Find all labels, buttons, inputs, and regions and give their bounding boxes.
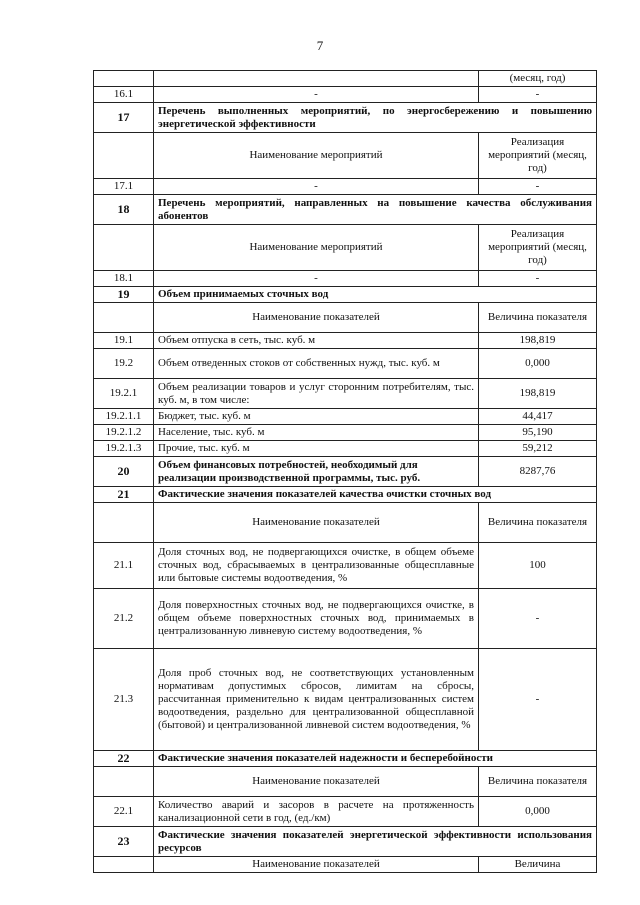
cell-value: - (479, 271, 597, 287)
cell-value: 198,819 (479, 379, 597, 409)
table-row (94, 379, 597, 409)
cell-number: 16.1 (94, 87, 154, 103)
column-header: Наименование мероприятий (154, 133, 479, 179)
column-header: Реализация мероприятий (месяц, год) (479, 225, 597, 271)
cell-number: 19.2.1.3 (94, 441, 154, 457)
cell-number: 19.2 (94, 349, 154, 379)
cell-number: 19.2.1 (94, 379, 154, 409)
cell-value: - (479, 649, 597, 751)
header-row (94, 857, 597, 873)
table-row (94, 441, 597, 457)
table-row (94, 271, 597, 287)
program-table (93, 70, 597, 873)
table-row (94, 179, 597, 195)
table-row (94, 543, 597, 589)
column-header: Величина показателя (479, 767, 597, 797)
page-number: 7 (316, 38, 324, 53)
section-number: 19 (94, 287, 154, 303)
cell-name: Объем отведенных стоков от собственных нужд, тыс. куб. м (154, 349, 479, 379)
cell-number: 17.1 (94, 179, 154, 195)
cell-number: 21.2 (94, 589, 154, 649)
cell-name: Доля поверхностных сточных вод, не подвергающихся очистке, в общем объеме поверхностных сточных вод, принимаемых в централизованную ливневую систему водоотведения, % (154, 589, 479, 649)
cell-number: 19.2.1.1 (94, 409, 154, 425)
cell-value: 0,000 (479, 797, 597, 827)
table-row (94, 71, 597, 87)
cell-number: 21.3 (94, 649, 154, 751)
header-row (94, 133, 597, 179)
cell-name: Доля проб сточных вод, не соответствующих установленным нормативам допустимых сбросов, лимитам на сбросы, рассчитанная применительно к видам централизованных систем водоотведения, раздельно для централизованной общесплавной (бытовой) и централизованной ливневой систем водоотведения, % (154, 649, 479, 751)
header-row (94, 767, 597, 797)
cell-value: 100 (479, 543, 597, 589)
cell-number: 22.1 (94, 797, 154, 827)
section-row (94, 195, 597, 225)
table-row (94, 87, 597, 103)
cell-name: Количество аварий и засоров в расчете на протяженность канализационной сети в год, (ед./км) (154, 797, 479, 827)
column-header: Наименование показателей (154, 767, 479, 797)
cell-name: - (154, 271, 479, 287)
cell-number (94, 71, 154, 87)
table-row (94, 425, 597, 441)
cell-name: Прочие, тыс. куб. м (154, 441, 479, 457)
cell-value: 44,417 (479, 409, 597, 425)
cell-name: Доля сточных вод, не подвергающихся очистке, в общем объеме сточных вод, сбрасываемых в централизованные общесплавные или бытовые системы водоотведения, % (154, 543, 479, 589)
cell-number (94, 857, 154, 873)
section-title: Фактические значения показателей энергетической эффективности использования ресурсов (154, 827, 597, 857)
cell-value: 95,190 (479, 425, 597, 441)
section-number: 18 (94, 195, 154, 225)
column-header: Наименование показателей (154, 303, 479, 333)
section-title: Перечень выполненных мероприятий, по энергосбережению и повышению энергетической эффективности (154, 103, 597, 133)
section-number: 22 (94, 751, 154, 767)
cell-name: - (154, 179, 479, 195)
cell-name (154, 71, 479, 87)
section-title: Фактические значения показателей качества очистки сточных вод (154, 487, 597, 503)
section-row (94, 287, 597, 303)
table-row (94, 349, 597, 379)
cell-number (94, 133, 154, 179)
table-row (94, 649, 597, 751)
section-title: Фактические значения показателей надежности и бесперебойности (154, 751, 597, 767)
cell-name: Объем отпуска в сеть, тыс. куб. м (154, 333, 479, 349)
cell-value: - (479, 87, 597, 103)
section-row (94, 457, 597, 487)
section-title: Объем принимаемых сточных вод (154, 287, 597, 303)
column-header: Величина показателя (479, 303, 597, 333)
column-header: Величина (479, 857, 597, 873)
column-header: Наименование мероприятий (154, 225, 479, 271)
cell-number (94, 225, 154, 271)
table-row (94, 797, 597, 827)
cell-number (94, 303, 154, 333)
section-number: 17 (94, 103, 154, 133)
section-row (94, 827, 597, 857)
cell-number: 19.1 (94, 333, 154, 349)
cell-number: 19.2.1.2 (94, 425, 154, 441)
table-row (94, 333, 597, 349)
table-row (94, 409, 597, 425)
cell-name: Объем реализации товаров и услуг сторонним потребителям, тыс. куб. м, в том числе: (154, 379, 479, 409)
cell-name: Бюджет, тыс. куб. м (154, 409, 479, 425)
header-row (94, 225, 597, 271)
section-row (94, 487, 597, 503)
section-number: 20 (94, 457, 154, 487)
cell-name: Население, тыс. куб. м (154, 425, 479, 441)
cell-value: 8287,76 (479, 457, 597, 487)
section-row (94, 103, 597, 133)
cell-value: 198,819 (479, 333, 597, 349)
section-title: Перечень мероприятий, направленных на повышение качества обслуживания абонентов (154, 195, 597, 225)
column-header: Наименование показателей (154, 857, 479, 873)
cell-value: - (479, 589, 597, 649)
cell-value: 0,000 (479, 349, 597, 379)
cell-number (94, 503, 154, 543)
cell-value: (месяц, год) (479, 71, 597, 87)
column-header: Наименование показателей (154, 503, 479, 543)
cell-value: - (479, 179, 597, 195)
section-number: 23 (94, 827, 154, 857)
section-title: Объем финансовых потребностей, необходимый для реализации производственной программы, тыс. руб. (154, 457, 479, 487)
header-row (94, 303, 597, 333)
cell-number: 21.1 (94, 543, 154, 589)
cell-name: - (154, 87, 479, 103)
cell-number: 18.1 (94, 271, 154, 287)
cell-value: 59,212 (479, 441, 597, 457)
table-row (94, 589, 597, 649)
header-row (94, 503, 597, 543)
column-header: Реализация мероприятий (месяц, год) (479, 133, 597, 179)
column-header: Величина показателя (479, 503, 597, 543)
section-number: 21 (94, 487, 154, 503)
cell-number (94, 767, 154, 797)
section-row (94, 751, 597, 767)
